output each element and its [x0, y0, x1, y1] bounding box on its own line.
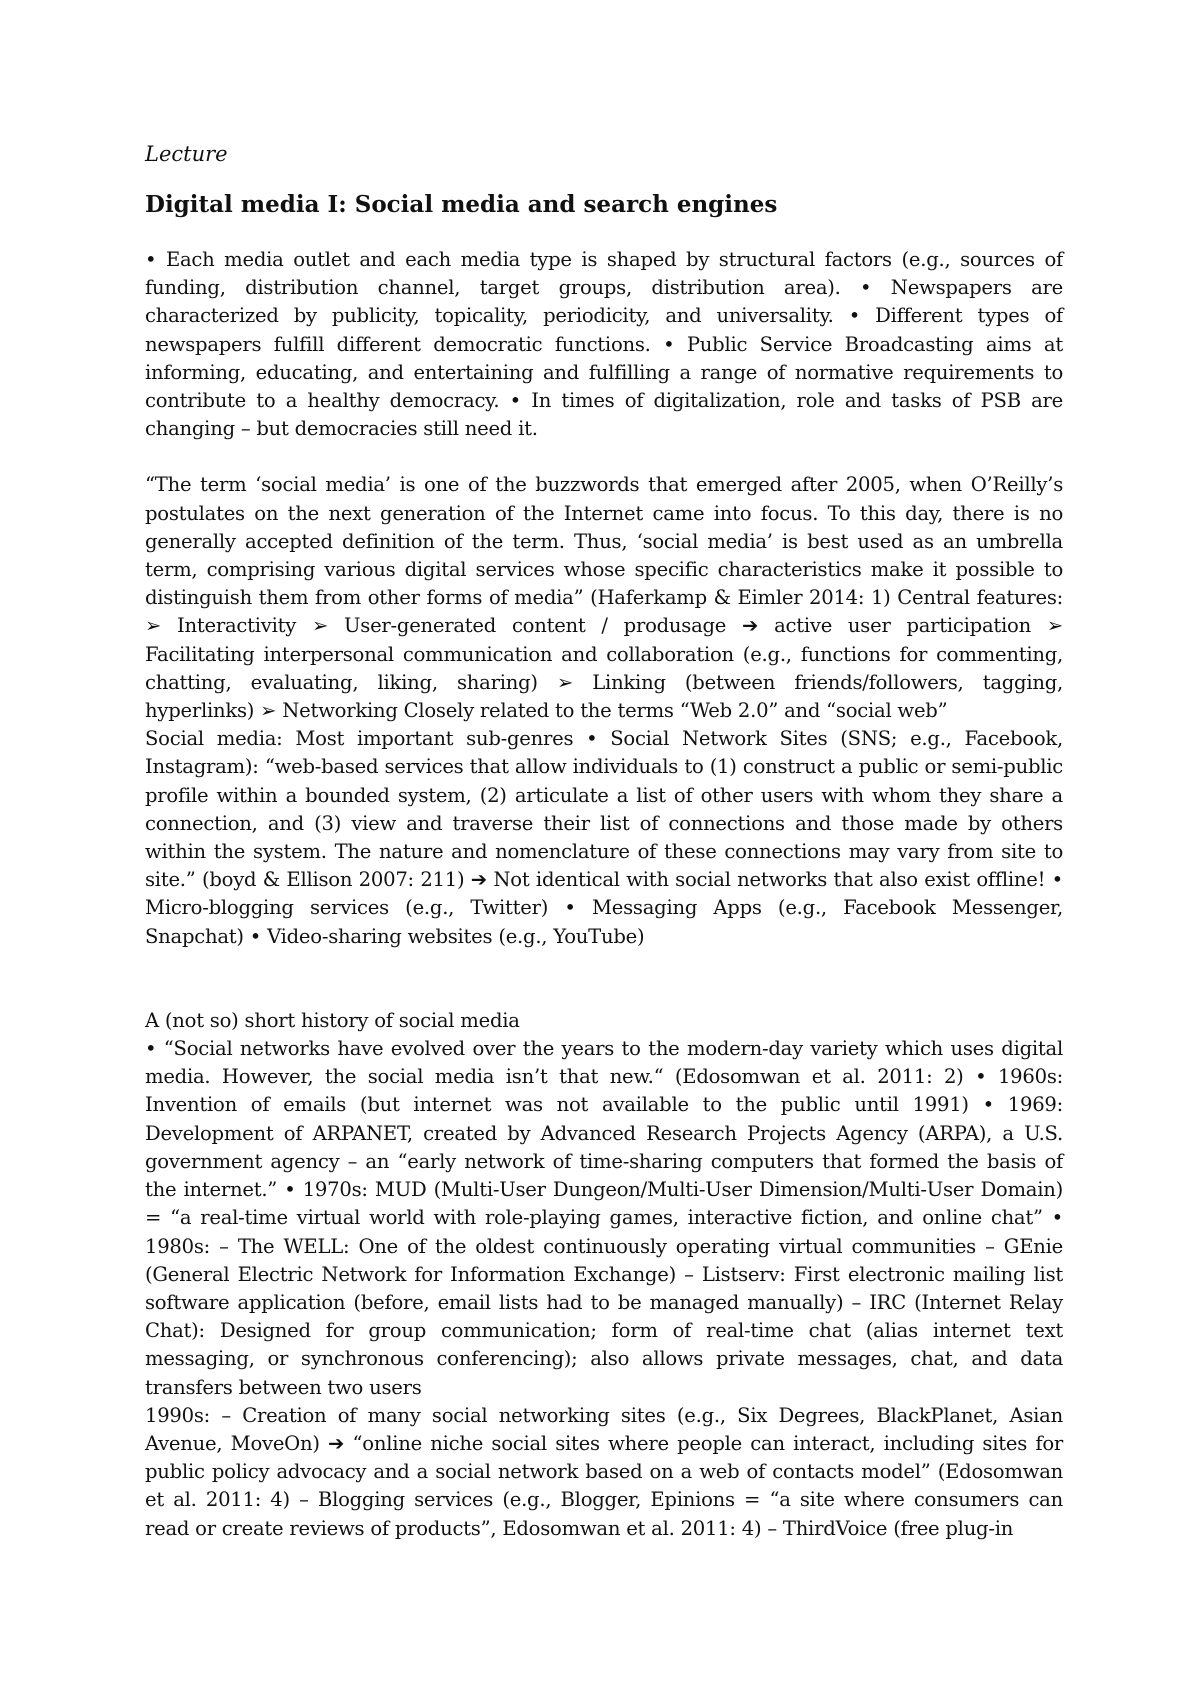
document-title: Digital media I: Social media and search engines: [145, 191, 778, 218]
subgenres-paragraph: Social media: Most important sub-genres • Social Network Sites (SNS; e.g., Facebook, Instagram): “web-based services that allow individuals to (1) construct a public or semi-public profile within a bounded system, (2) articulate a list of other users with whom they share a connection, and (3) view and traverse their list of connections and those made by others within the system. The nature and nomenclature of these connections may vary from site to site.” (boyd & Ellison 2007: 211) ➔ Not identical with social networks that also exist offline! • Micro-blogging services (e.g., Twitter) • Messaging Apps (e.g., Facebook Messenger, Snapchat) • Video-sharing websites (e.g., YouTube): [145, 727, 1063, 948]
nineties-paragraph: 1990s: – Creation of many social networking sites (e.g., Six Degrees, BlackPlanet, Asian Avenue, MoveOn) ➔ “online niche social sites where people can interact, including sites for public policy advocacy and a social network based on a web of contacts model” (Edosomwan et al. 2011: 4) – Blogging services (e.g., Blogger, Epinions = “a site where consumers can read or create reviews of products”, Edosomwan et al. 2011: 4) – ThirdVoice (free plug-in: [145, 1403, 1063, 1540]
definition-paragraph: “The term ‘social media’ is one of the buzzwords that emerged after 2005, when O’Reilly’s postulates on the next generation of the Internet came into focus. To this day, there is no generally accepted definition of the term. Thus, ‘social media’ is best used as an umbrella term, comprising various digital services whose specific characteristics make it possible to distinguish them from other forms of media” (Haferkamp & Eimler 2014: 1) Central features: ➢ Interactivity ➢ User-generated content / produsage ➔ active user participation ➢ Facilitating interpersonal communication and collaboration (e.g., functions for commenting, chatting, evaluating, liking, sharing) ➢ Linking (between friends/followers, tagging, hyperlinks) ➢ Networking Closely related to the terms “Web 2.0” and “social web”: [145, 473, 1063, 723]
document-label: Lecture: [145, 142, 228, 166]
history-paragraph: • “Social networks have evolved over the years to the modern-day variety which uses digital media. However, the social media isn’t that new.“ (Edosomwan et al. 2011: 2) • 1960s: Invention of emails (but internet was not available to the public until 1991) • 1969: Development of ARPANET, created by Advanced Research Projects Agency (ARPA), a U.S. government agency – an “early network of time-sharing computers that formed the basis of the internet.” • 1970s: MUD (Multi-User Dungeon/Multi-User Dimension/Multi-User Domain) = “a real-time virtual world with role-playing games, interactive fiction, and online chat” • 1980s: – The WELL: One of the oldest continuously operating virtual communities – GEnie (General Electric Network for Information Exchange) – Listserv: First electronic mailing list software application (before, email lists had to be managed manually) – IRC (Internet Relay Chat): Designed for group communication; form of real-time chat (alias internet text messaging, or synchronous conferencing); also allows private messages, chat, and data transfers between two users: [145, 1037, 1063, 1399]
document-body: [145, 140, 1063, 1543]
intro-paragraph: • Each media outlet and each media type is shaped by structural factors (e.g., sources of funding, distribution channel, target groups, distribution area). • Newspapers are characterized by publicity, topicality, periodicity, and universality. • Different types of newspapers fulfill different democratic functions. • Public Service Broadcasting aims at informing, educating, and entertaining and fulfilling a range of normative requirements to contribute to a healthy democracy. • In times of digitalization, role and tasks of PSB are changing – but democracies still need it.: [145, 248, 1063, 441]
paragraph-spacer: [145, 443, 1063, 471]
history-heading: A (not so) short history of social media: [145, 1008, 520, 1032]
section-spacer: [145, 951, 1063, 1007]
